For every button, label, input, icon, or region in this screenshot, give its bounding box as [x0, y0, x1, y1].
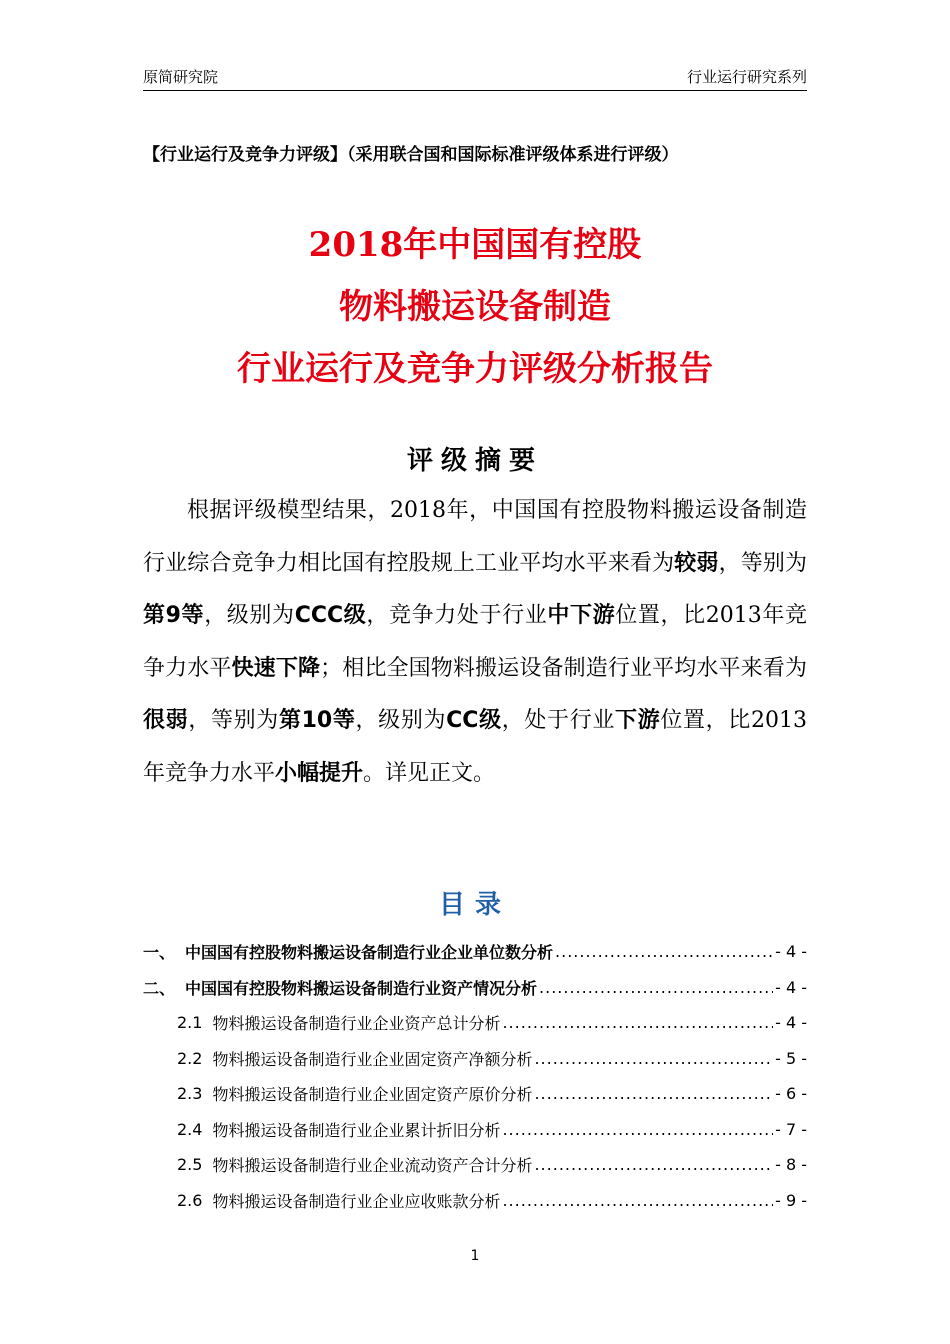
toc-item-page: - 5 - [775, 1048, 807, 1068]
abstract-emphasis: CC级 [446, 708, 502, 733]
toc-item-label: 物料搬运设备制造行业企业流动资产合计分析 [212, 1156, 533, 1176]
toc-item-label: 物料搬运设备制造行业企业固定资产原价分析 [212, 1085, 533, 1105]
toc-item[interactable] [143, 1183, 807, 1219]
abstract-emphasis: 很弱 [143, 708, 189, 733]
toc-item-page: - 9 - [775, 1190, 807, 1210]
header-series: 行业运行研究系列 [686, 68, 807, 86]
toc-leader-dots [539, 978, 773, 997]
abstract-emphasis: 第10等 [278, 708, 356, 733]
toc-item-number: 2.5 [177, 1155, 203, 1175]
toc-item-number: 2.6 [177, 1190, 203, 1210]
toc-item-page: - 8 - [775, 1155, 807, 1175]
report-title [0, 214, 950, 400]
abstract-text: ，级别为 [204, 603, 295, 628]
toc-item-number: 2.3 [177, 1084, 203, 1104]
toc-heading: 目录 [438, 890, 511, 920]
title-line-1: 2018年中国国有控股 [308, 225, 642, 265]
title-line-2: 物料搬运设备制造 [339, 287, 611, 327]
toc-leader-dots [534, 1155, 773, 1174]
toc-item[interactable] [143, 1112, 807, 1148]
toc-item-label: 中国国有控股物料搬运设备制造行业资产情况分析 [185, 978, 538, 998]
abstract-emphasis: 第9等 [143, 603, 205, 628]
abstract-emphasis: 较弱 [674, 550, 719, 576]
toc-item[interactable] [143, 1147, 807, 1183]
toc-leader-dots [502, 1120, 773, 1139]
abstract-body [143, 485, 807, 800]
abstract-text: ，竞争力处于行业 [366, 603, 548, 628]
toc-item-page: - 7 - [775, 1119, 807, 1139]
table-of-contents [143, 934, 807, 1218]
toc-item-label: 中国国有控股物料搬运设备制造行业企业单位数分析 [185, 943, 554, 963]
toc-leader-dots [534, 1049, 773, 1068]
toc-item-number: 一、 [143, 943, 176, 963]
toc-item-page: - 4 - [775, 942, 807, 962]
abstract-text: 位置，比2013年竞争力水平 [143, 708, 807, 786]
toc-leader-dots [555, 942, 773, 961]
abstract-emphasis: 小幅提升 [275, 760, 364, 786]
abstract-text: 位置，比2013年竞争力水平 [143, 603, 807, 681]
abstract-text: ；相比全国物料搬运设备制造行业平均水平来看为 [320, 655, 807, 681]
toc-item-number: 二、 [143, 978, 176, 998]
abstract-text: ，处于行业 [501, 708, 616, 733]
abstract-text: 根据评级模型结果，2018年，中国国有控股物料搬运设备制造行业综合竞争力相比国有控股规上工业平均水平来看为 [143, 498, 807, 576]
toc-item-page: - 4 - [775, 977, 807, 997]
toc-item-page: - 6 - [775, 1084, 807, 1104]
toc-item[interactable] [143, 1041, 807, 1077]
toc-leader-dots [502, 1191, 773, 1210]
abstract-text: 。详见正文。 [363, 760, 496, 786]
toc-leader-dots [534, 1084, 773, 1103]
abstract-emphasis: 中下游 [547, 603, 616, 628]
toc-item-label: 物料搬运设备制造行业企业固定资产净额分析 [212, 1049, 533, 1069]
toc-item-number: 2.1 [177, 1013, 203, 1033]
abstract-emphasis: 下游 [615, 708, 661, 733]
page-header [143, 64, 807, 91]
toc-item-page: - 4 - [775, 1013, 807, 1033]
toc-item-label: 物料搬运设备制造行业企业累计折旧分析 [212, 1120, 501, 1140]
abstract-paragraph [143, 485, 807, 800]
abstract-text: ，级别为 [355, 708, 447, 733]
toc-item-label: 物料搬运设备制造行业企业资产总计分析 [212, 1014, 501, 1034]
toc-item[interactable] [143, 1076, 807, 1112]
abstract-emphasis: 快速下降 [231, 655, 321, 681]
abstract-heading: 评级摘要 [406, 446, 543, 476]
page-number: 1 [470, 1248, 480, 1264]
toc-item[interactable] [143, 934, 807, 970]
rating-system-note: 【行业运行及竞争力评级】（采用联合国和国际标准评级体系进行评级） [143, 145, 679, 165]
abstract-emphasis: CCC级 [294, 603, 367, 628]
toc-leader-dots [502, 1013, 773, 1032]
abstract-text: ，等别为 [718, 550, 807, 576]
toc-item[interactable] [143, 970, 807, 1006]
header-org: 原简研究院 [143, 68, 219, 86]
title-line-3: 行业运行及竞争力评级分析报告 [237, 349, 713, 389]
toc-item[interactable] [143, 1005, 807, 1041]
toc-item-label: 物料搬运设备制造行业企业应收账款分析 [212, 1191, 501, 1211]
abstract-text: ，等别为 [188, 708, 279, 733]
toc-item-number: 2.2 [177, 1048, 203, 1068]
toc-item-number: 2.4 [177, 1119, 203, 1139]
